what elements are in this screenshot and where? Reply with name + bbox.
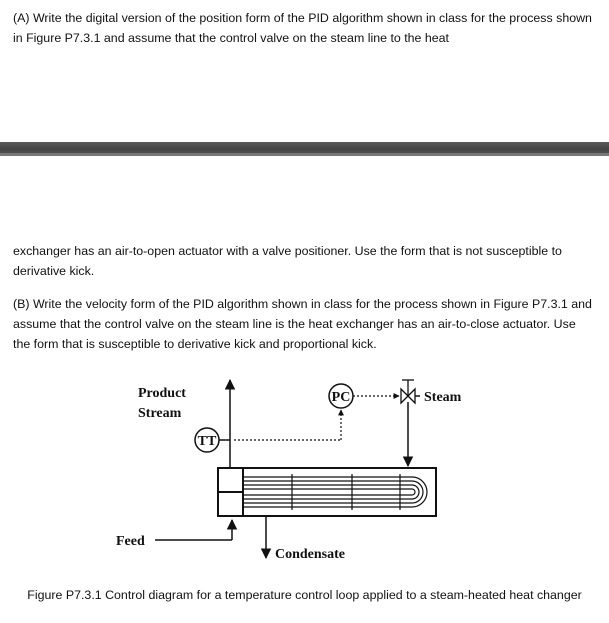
product-label-line2: Stream [138, 406, 182, 421]
heat-exchanger-diagram [0, 370, 609, 580]
question-part-a-continued: exchanger has an air-to-open actuator with a valve positioner. Use the form that is not susceptible to derivative kick. [13, 244, 562, 278]
figure-caption: Figure P7.3.1 Control diagram for a temperature control loop applied to a steam-heated heat changer [27, 588, 582, 602]
condensate-label: Condensate [275, 547, 346, 562]
heat-exchanger-shell [218, 468, 436, 516]
pc-label: PC [331, 390, 351, 405]
tt-label: TT [197, 434, 217, 449]
question-part-b: (B) Write the velocity form of the PID algorithm shown in class for the process shown in Figure P7.3.1 and assume that the control valve on the steam line is the heat exchanger has an air-to-close actuator. Use the form that is susceptible to derivative kick and proportional kick. [13, 297, 592, 351]
product-label-line1: Product [138, 386, 186, 401]
question-part-a-intro: (A) Write the digital version of the position form of the PID algorithm shown in class for the process shown in Figure P7.3.1 and assume that the control valve on the steam line to the heat [13, 11, 592, 45]
feed-label: Feed [116, 534, 145, 549]
control-valve-icon [401, 380, 415, 403]
page-divider [0, 142, 609, 156]
steam-label: Steam [424, 390, 462, 405]
